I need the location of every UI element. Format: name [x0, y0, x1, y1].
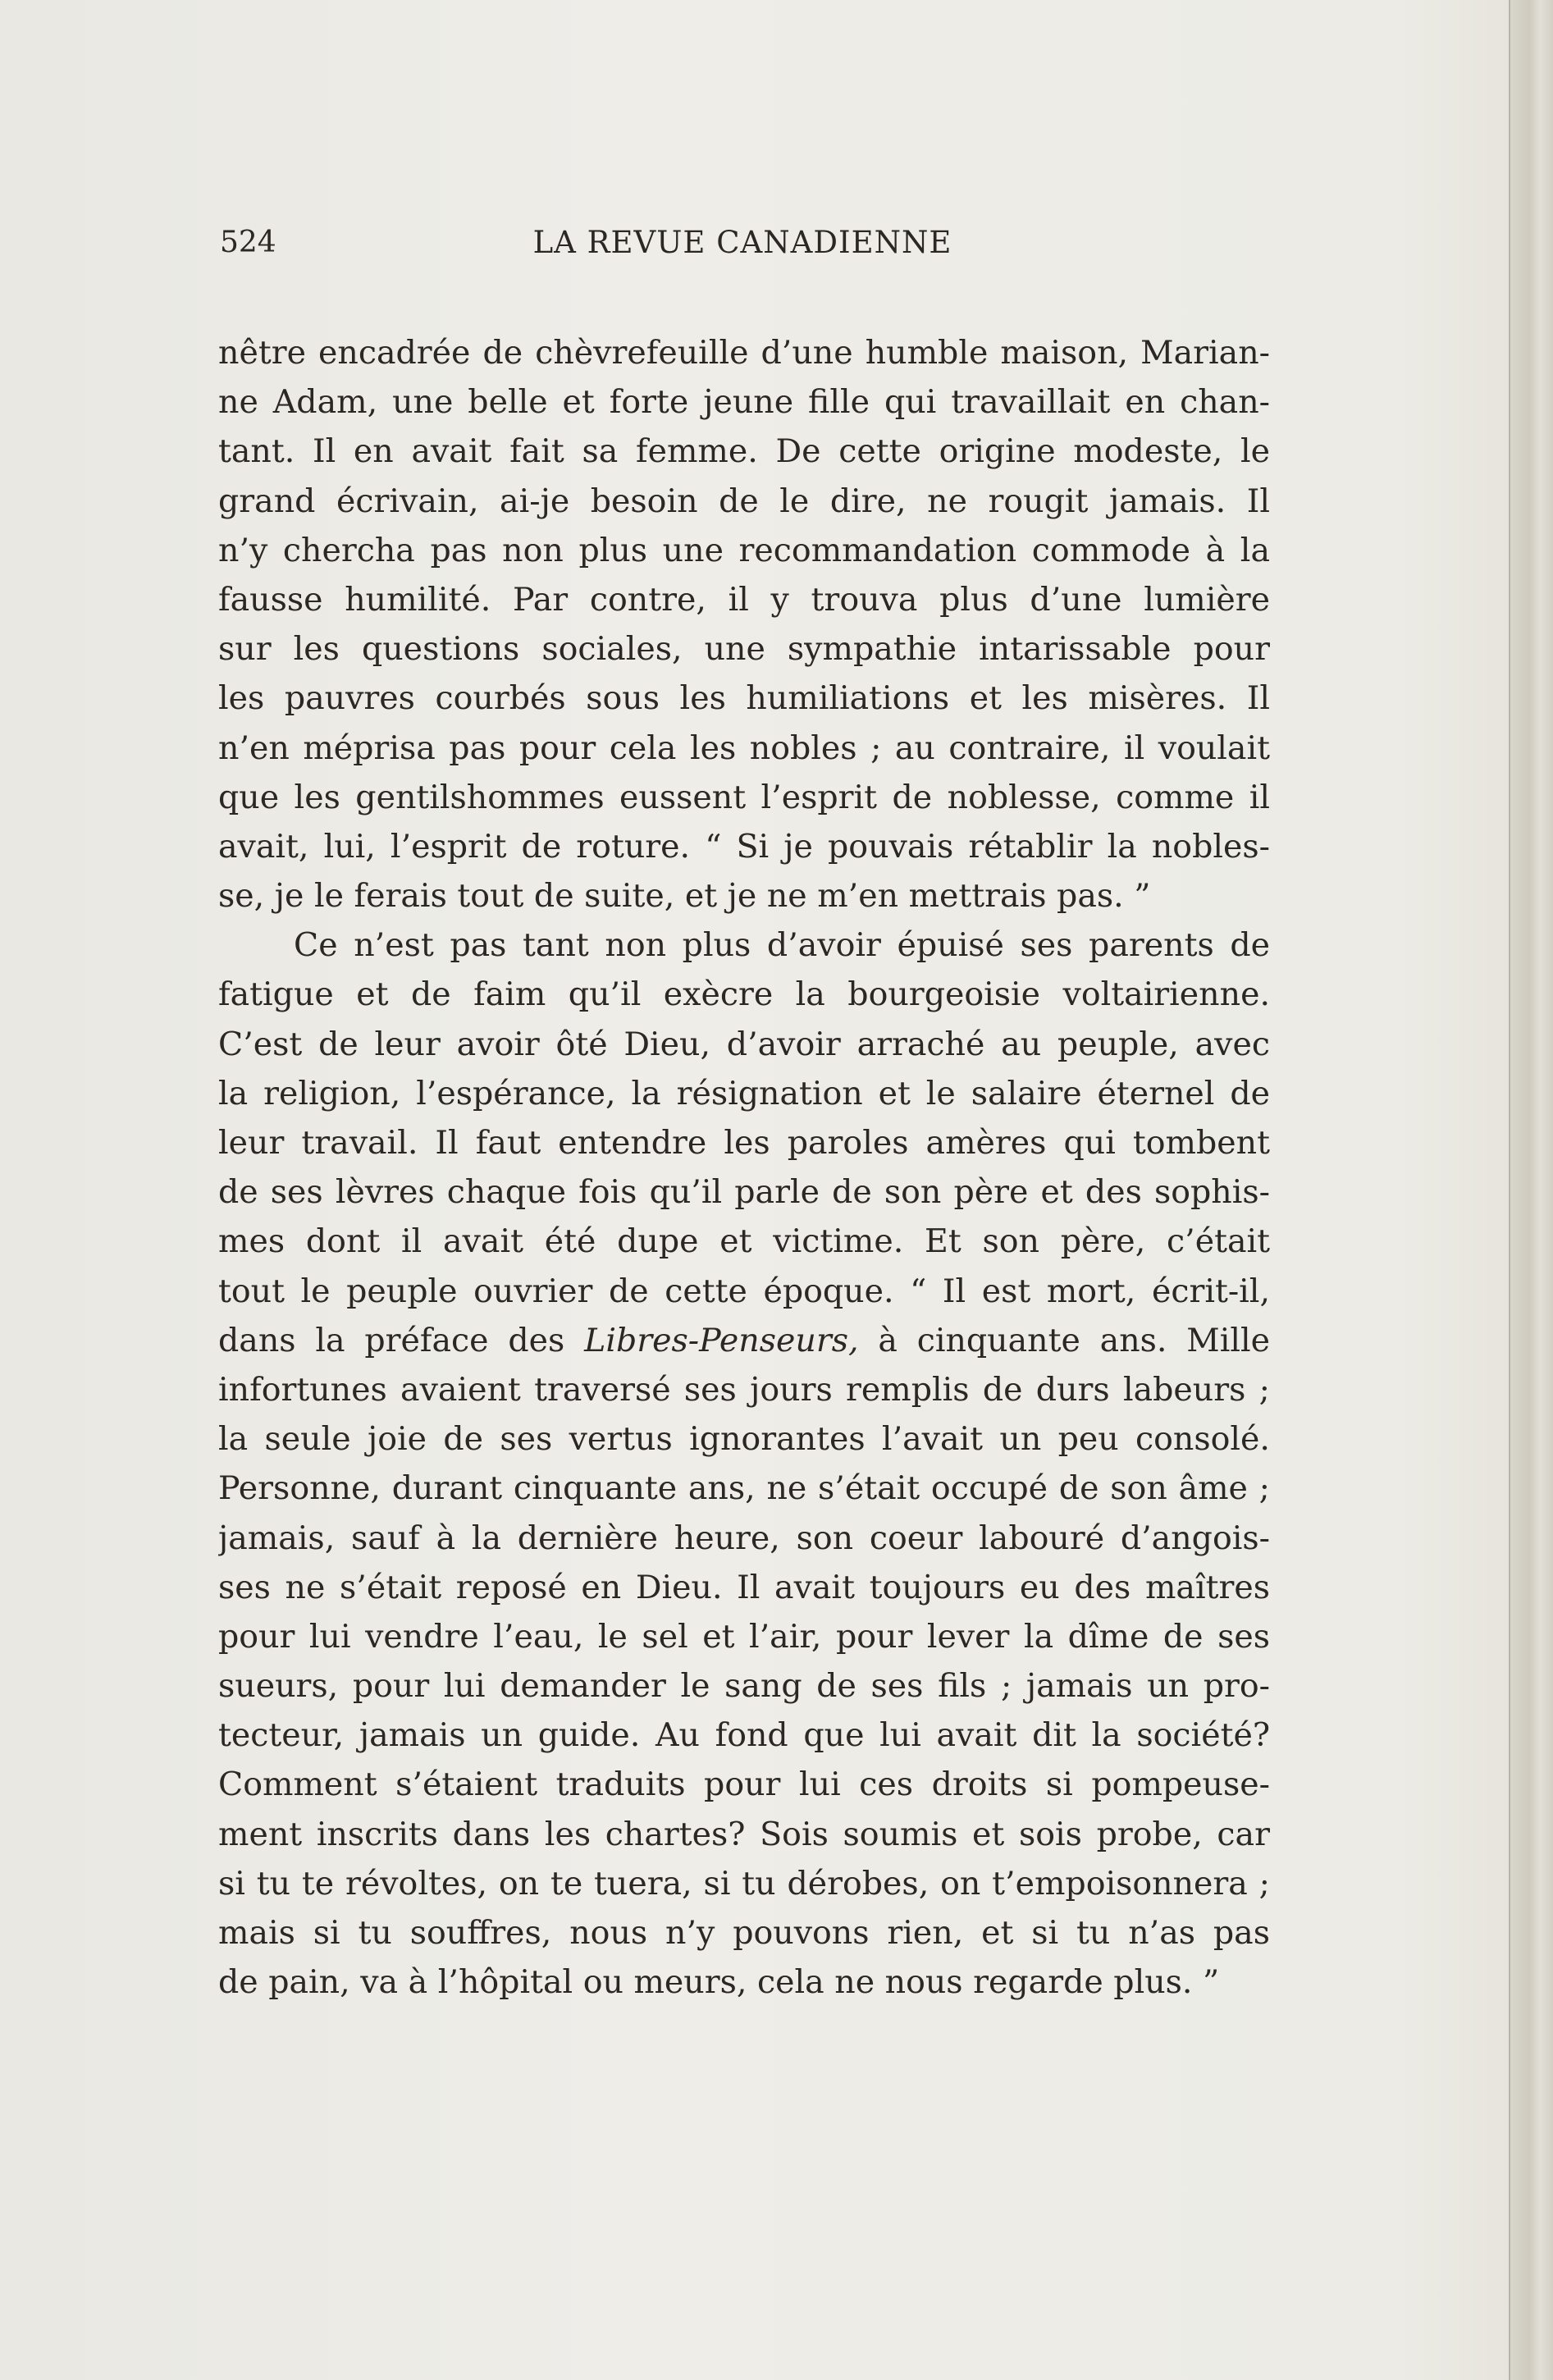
text-line: tout le peuple ouvrier de cette époque. “ Il est mort, écrit-il, [218, 1272, 1270, 1310]
text-line: grand écrivain, ai-je besoin de le dire, ne rougit jamais. Il [218, 482, 1270, 520]
text-line: ses ne s’était reposé en Dieu. Il avait toujours eu des maîtres [218, 1568, 1270, 1606]
text-line: jamais, sauf à la dernière heure, son coeur labouré d’angois- [218, 1519, 1270, 1557]
book-title-italic: Libres-Penseurs, [584, 1321, 859, 1359]
text-line: fatigue et de faim qu’il exècre la bourgeoisie voltairienne. [218, 975, 1270, 1014]
text-line: leur travail. Il faut entendre les paroles amères qui tombent [218, 1124, 1270, 1162]
text-line: ne Adam, une belle et forte jeune fille qui travaillait en chan- [218, 383, 1270, 422]
text-line: ment inscrits dans les chartes? Sois soumis et sois probe, car [218, 1815, 1270, 1853]
text-line: de ses lèvres chaque fois qu’il parle de son père et des sophis- [218, 1173, 1270, 1212]
paragraph-end-line: se, je le ferais tout de suite, et je ne m’en mettrais pas. ” [218, 877, 1151, 916]
text-line: n’y chercha pas non plus une recommandation commode à la [218, 531, 1270, 569]
running-title: LA REVUE CANADIENNE [532, 225, 952, 260]
text-line: fausse humilité. Par contre, il y trouva plus d’une lumière [218, 580, 1270, 619]
text-line: la seule joie de ses vertus ignorantes l’avait un peu consolé. [218, 1420, 1270, 1459]
text-line: pour lui vendre l’eau, le sel et l’air, pour lever la dîme de ses [218, 1617, 1270, 1656]
text-line: tant. Il en avait fait sa femme. De cette origine modeste, le [218, 432, 1270, 471]
text-line: infortunes avaient traversé ses jours remplis de durs labeurs ; [218, 1370, 1270, 1409]
paragraph-end-line: de pain, va à l’hôpital ou meurs, cela ne nous regarde plus. ” [218, 1963, 1220, 2002]
text-line: sur les questions sociales, une sympathie intarissable pour [218, 630, 1270, 669]
line-text-after: à cinquante ans. Mille [858, 1321, 1270, 1359]
text-line: mes dont il avait été dupe et victime. Et son père, c’était [218, 1222, 1270, 1261]
text-line-with-italic [218, 1316, 1270, 1365]
page-number: 524 [220, 226, 276, 259]
text-line: nêtre encadrée de chèvrefeuille d’une humble maison, Marian- [218, 334, 1270, 372]
text-line: que les gentilshommes eussent l’esprit de noblesse, comme il [218, 778, 1270, 816]
text-line: sueurs, pour lui demander le sang de ses fils ; jamais un pro- [218, 1667, 1270, 1706]
text-line: si tu te révoltes, on te tuera, si tu dérobes, on t’empoisonnera ; [218, 1864, 1270, 1903]
text-line: tecteur, jamais un guide. Au fond que lui avait dit la société? [218, 1716, 1270, 1755]
text-line: n’en méprisa pas pour cela les nobles ; au contraire, il voulait [218, 729, 1270, 767]
body-text [218, 328, 1270, 2007]
text-line: C’est de leur avoir ôté Dieu, d’avoir arraché au peuple, avec [218, 1025, 1270, 1063]
paragraph-start-line: Ce n’est pas tant non plus d’avoir épuisé ses parents de [294, 926, 1270, 965]
page-edge [1509, 0, 1553, 2380]
line-text-before: dans la préface des [218, 1321, 585, 1359]
text-line: Personne, durant cinquante ans, ne s’était occupé de son âme ; [218, 1469, 1270, 1508]
text-line: mais si tu souffres, nous n’y pouvons rien, et si tu n’as pas [218, 1914, 1270, 1952]
text-line: les pauvres courbés sous les humiliations et les misères. Il [218, 679, 1270, 718]
text-line: avait, lui, l’esprit de roture. “ Si je pouvais rétablir la nobles- [218, 827, 1270, 866]
text-line: Comment s’étaient traduits pour lui ces droits si pompeuse- [218, 1766, 1270, 1804]
page-header [220, 220, 1265, 266]
text-line: la religion, l’espérance, la résignation et le salaire éternel de [218, 1074, 1270, 1112]
